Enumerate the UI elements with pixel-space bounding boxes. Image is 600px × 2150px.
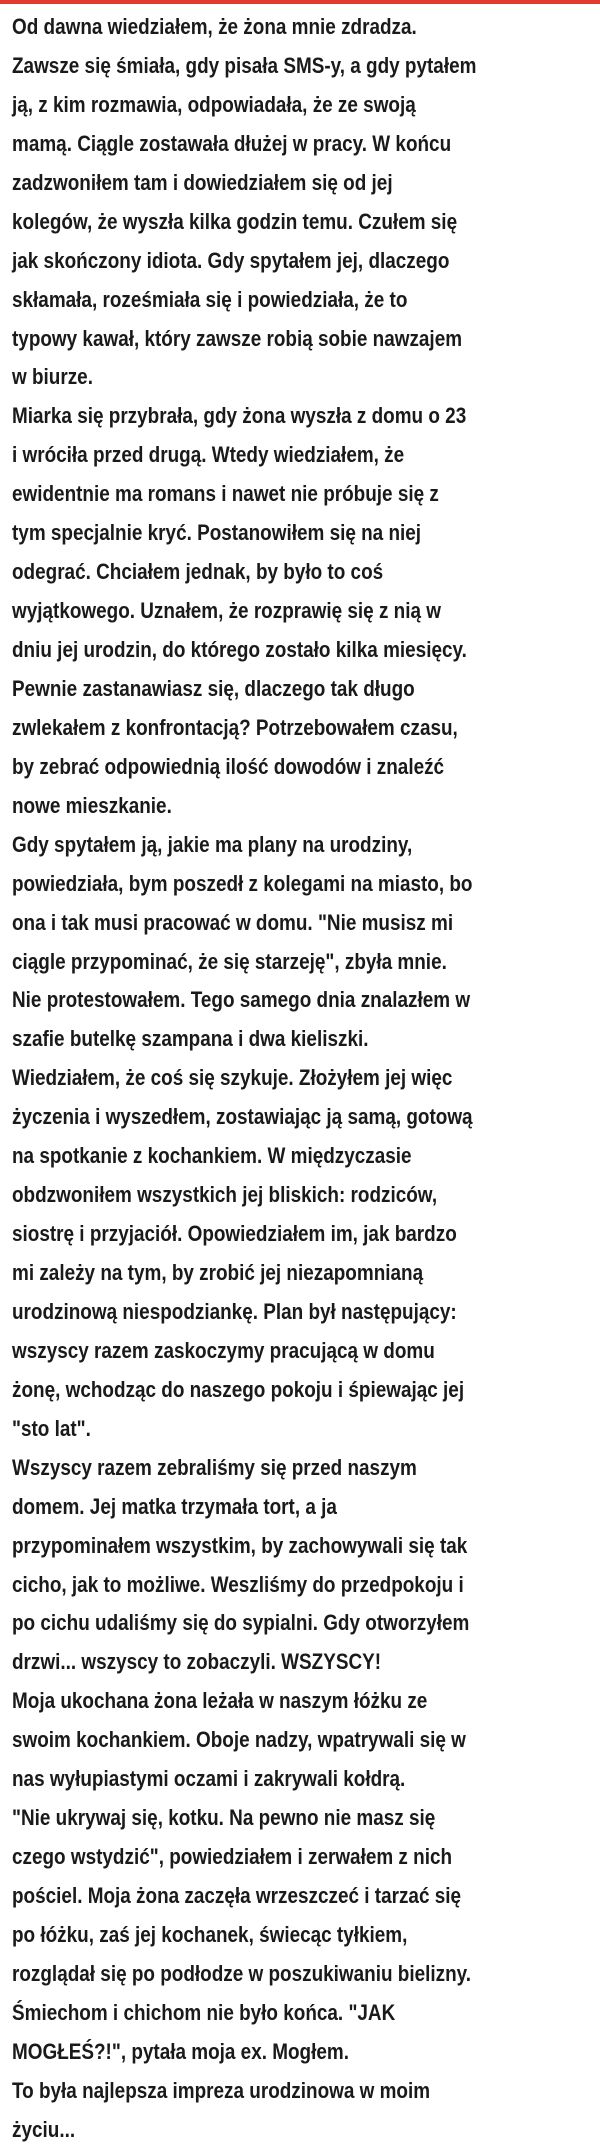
text-line: Gdy spytałem ją, jakie ma plany na urodziny, — [12, 831, 413, 857]
text-line: "Nie ukrywaj się, kotku. Na pewno nie masz się — [12, 1805, 436, 1831]
text-line: domem. Jej matka trzymała tort, a ja — [12, 1493, 337, 1519]
text-line: obdzwoniłem wszystkich jej bliskich: rodziców, — [12, 1182, 438, 1208]
story-paragraph — [12, 8, 597, 397]
text-line: wyjątkowego. Uznałem, że rozprawię się z nią w — [12, 598, 441, 624]
story-paragraph — [12, 1799, 597, 2072]
text-line: ewidentnie ma romans i nawet nie próbuje się z — [12, 481, 439, 507]
text-line: tym specjalnie kryć. Postanowiłem się na niej — [12, 520, 422, 546]
text-line: Nie protestowałem. Tego samego dnia znalazłem w — [12, 987, 471, 1013]
text-line: powiedziała, bym poszedł z kolegami na miasto, bo — [12, 870, 473, 896]
story-paragraph — [12, 1682, 597, 1799]
text-line: Od dawna wiedziałem, że żona mnie zdradza. — [12, 14, 417, 39]
text-line: skłamała, roześmiała się i powiedziała, że to — [12, 286, 408, 312]
text-line: "sto lat". — [12, 1415, 91, 1441]
story-paragraph — [12, 826, 597, 1449]
text-line: Pewnie zastanawiasz się, dlaczego tak długo — [12, 675, 415, 701]
text-line: czego wstydzić", powiedziałem i zerwałem z nich — [12, 1844, 453, 1870]
text-line: jak skończony idiota. Gdy spytałem jej, dlaczego — [12, 247, 450, 273]
text-line: Śmiechom i chichom nie było końca. "JAK — [12, 1999, 396, 2025]
text-line: pościel. Moja żona zaczęła wrzeszczeć i tarzać się — [12, 1883, 462, 1908]
text-line: typowy kawał, który zawsze robią sobie nawzajem — [12, 325, 463, 351]
text-line: wszyscy razem zaskoczymy pracującą w domu — [12, 1337, 435, 1363]
text-line: ją, z kim rozmawia, odpowiadała, że ze swoją — [12, 91, 416, 117]
text-line: drzwi... wszyscy to zobaczyli. WSZYSCY! — [12, 1649, 382, 1675]
text-line: Wiedziałem, że coś się szykuje. Złożyłem jej więc — [12, 1065, 453, 1091]
text-line: mi zależy na tym, by zrobić jej niezapomnianą — [12, 1260, 424, 1285]
text-line: nowe mieszkanie. — [12, 792, 172, 818]
text-line: żonę, wchodząc do naszego pokoju i śpiewając jej — [12, 1376, 465, 1402]
text-line: swoim kochankiem. Oboje nadzy, wpatrywali się w — [12, 1727, 466, 1753]
text-line: ona i tak musi pracować w domu. "Nie musisz mi — [12, 909, 454, 935]
text-line: dniu jej urodzin, do którego zostało kilka miesięcy. — [12, 637, 467, 662]
text-line: cicho, jak to możliwe. Weszliśmy do przedpokoju i — [12, 1571, 464, 1597]
story-paragraph — [12, 2072, 597, 2150]
top-accent-border — [0, 0, 600, 4]
text-line: siostrę i przyjaciół. Opowiedziałem im, jak bardzo — [12, 1221, 457, 1247]
story-paragraph — [12, 397, 597, 825]
text-line: zadzwoniłem tam i dowiedziałem się od jej — [12, 169, 393, 195]
text-line: kolegów, że wyszła kilka godzin temu. Czułem się — [12, 208, 458, 234]
text-line: mamą. Ciągle zostawała dłużej w pracy. W końcu — [12, 130, 452, 156]
text-line: Moja ukochana żona leżała w naszym łóżku ze — [12, 1688, 428, 1714]
text-line: To była najlepsza impreza urodzinowa w moim — [12, 2077, 431, 2103]
text-line: na spotkanie z kochankiem. W międzyczasie — [12, 1143, 412, 1169]
story-paragraph — [12, 1449, 597, 1683]
text-line: Miarka się przybrała, gdy żona wyszła z domu o 23 — [12, 403, 467, 429]
text-line: odegrać. Chciałem jednak, by było to coś — [12, 559, 384, 585]
text-line: życzenia i wyszedłem, zostawiając ją samą, gotową — [12, 1104, 473, 1130]
text-line: Zawsze się śmiała, gdy pisała SMS-y, a gdy pytałem — [12, 52, 477, 78]
text-line: MOGŁEŚ?!", pytała moja ex. Mogłem. — [12, 2038, 349, 2064]
text-line: Wszyscy razem zebraliśmy się przed naszym — [12, 1454, 417, 1480]
text-line: zwlekałem z konfrontacją? Potrzebowałem czasu, — [12, 714, 458, 740]
story-text — [12, 8, 597, 2150]
text-line: urodzinową niespodziankę. Plan był następujący: — [12, 1298, 457, 1324]
text-line: ciągle przypominać, że się starzeję", zbyła mnie. — [12, 948, 447, 974]
text-line: po cichu udaliśmy się do sypialni. Gdy otworzyłem — [12, 1610, 470, 1636]
text-line: szafie butelkę szampana i dwa kieliszki. — [12, 1026, 369, 1052]
text-line: życiu... — [12, 2116, 76, 2142]
text-line: rozglądał się po podłodze w poszukiwaniu bielizny. — [12, 1960, 472, 1986]
text-line: w biurze. — [12, 364, 93, 390]
text-line: i wróciła przed drugą. Wtedy wiedziałem, że — [12, 442, 405, 468]
text-line: by zebrać odpowiednią ilość dowodów i znaleźć — [12, 753, 445, 779]
text-line: po łóżku, zaś jej kochanek, świecąc tyłkiem, — [12, 1921, 408, 1947]
text-line: przypominałem wszystkim, by zachowywali się tak — [12, 1532, 468, 1558]
text-line: nas wyłupiastymi oczami i zakrywali kołdrą. — [12, 1766, 406, 1792]
